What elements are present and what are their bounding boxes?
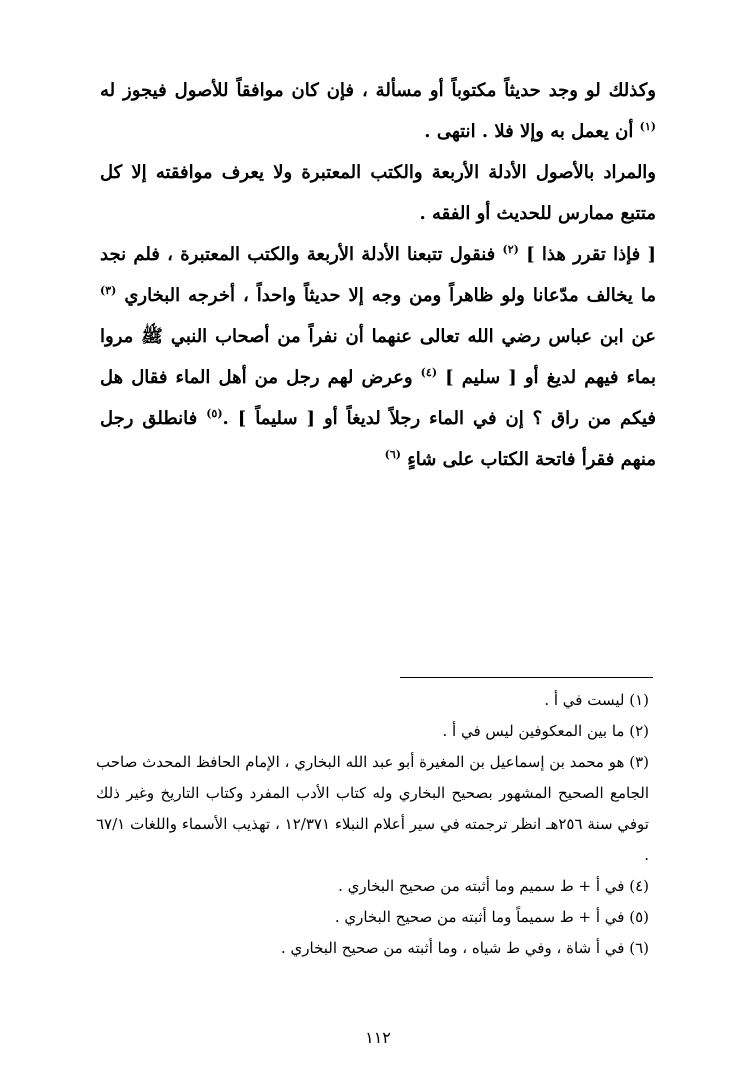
- footnote-5: (٥) في أ + ط سميماً وما أثبته من صحيح البخاري .: [334, 908, 649, 926]
- paragraph-3-text-e: فانطلق رجل منهم فقرأ فاتحة الكتاب على شاءٍ: [100, 408, 656, 470]
- footnote-6: (٦) في أ شاة ، وفي ط شياه ، وما أثبته من صحيح البخاري .: [281, 939, 649, 957]
- footnote-separator: [400, 677, 653, 678]
- footnote-ref-5: (٥): [206, 407, 223, 420]
- paragraph-3-text-c: عن ابن عباس رضي الله تعالى عنهما أن نفراً من أصحاب النبي ﷺ مروا بماء فيهم لديغ أو [ سليم ]: [100, 326, 656, 388]
- footnote-ref-6: (٦): [384, 448, 401, 461]
- footnote-1: (١) ليست في أ .: [544, 691, 649, 709]
- footnote-2: (٢) ما بين المعكوفين ليس في أ .: [442, 722, 649, 740]
- footnote-4: (٤) في أ + ط سميم وما أثبته من صحيح البخاري .: [338, 877, 649, 895]
- footnotes: [96, 685, 649, 964]
- paragraph-1: [100, 70, 656, 152]
- paragraph-2: والمراد بالأصول الأدلة الأربعة والكتب المعتبرة ولا يعرف موافقته إلا كل متتبع ممارس للحديث أو الفقه .: [100, 162, 656, 224]
- paragraph-1-text-b: أن يعمل به وإلا فلا . انتهى .: [424, 121, 634, 142]
- footnote-ref-1: (١): [639, 120, 656, 133]
- footnote-ref-2: (٢): [502, 243, 519, 256]
- paragraph-1-text-a: وكذلك لو وجد حديثاً مكتوباً أو مسألة ، فإن كان موافقاً للأصول فيجوز له: [100, 80, 656, 101]
- paragraph-3-text-b: فنقول تتبعنا الأدلة الأربعة والكتب المعتبرة ، فلم نجد ما يخالف مدّعانا ولو ظاهراً ومن وجه إلا حديثاً واحداً ، أخرجه البخاري: [100, 244, 656, 306]
- paragraph-3-text-a: [ فإذا تقرر هذا ]: [526, 244, 656, 265]
- page-number: ١١٢: [365, 1028, 391, 1047]
- paragraph-3-text-d: وعرض لهم رجل من أهل الماء فقال هل فيكم من راق ؟ إن في الماء رجلاً لديغاً أو [ سليماً ] .: [100, 367, 656, 429]
- footnote-ref-3: (٣): [100, 284, 117, 297]
- main-text: [100, 70, 656, 480]
- footnote-ref-4: (٤): [420, 366, 438, 379]
- footnote-3: (٣) هو محمد بن إسماعيل بن المغيرة أبو عبد الله البخاري ، الإمام الحافظ المحدث صاحب الجامع الصحيح المشهور بصحيح البخاري وله كتاب الأدب المفرد وكتاب التاريخ وغير ذلك توفي سنة ٢٥٦هـ انظر ترجمته في سير أعلام النبلاء ١٢/٣٧١ ، تهذيب الأسماء واللغات ٦٧/١ .: [96, 753, 649, 864]
- paragraph-3: [100, 234, 656, 480]
